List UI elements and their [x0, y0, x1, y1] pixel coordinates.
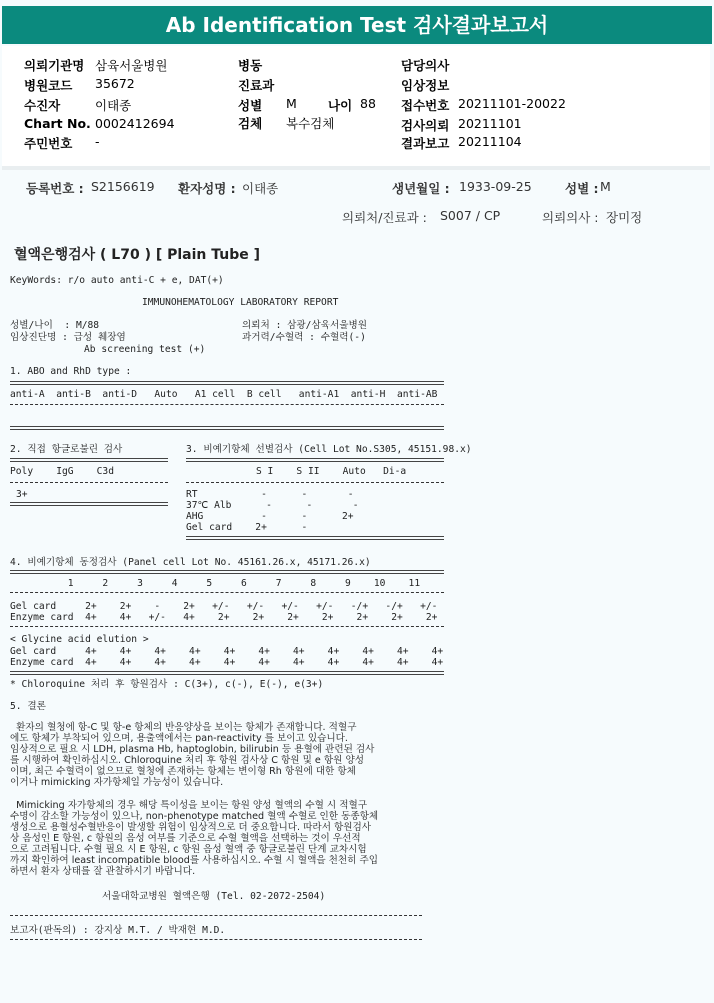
hospital-code-value: 35672	[95, 76, 135, 91]
chart-no-value: 0002412694	[95, 116, 175, 131]
specimen-value: 복수검체	[286, 116, 335, 131]
dat-value: 3+	[16, 489, 28, 500]
abo-header: anti-A anti-B anti-D Auto A1 cell B cell anti-A1 anti-H anti-AB	[10, 389, 438, 400]
resident-no-value: -	[95, 134, 100, 149]
abo-rule-mid	[10, 404, 444, 405]
panel-title: 4. 비예기항체 동정검사 (Panel cell Lot No. 45161.26.x, 45171.26.x)	[10, 557, 371, 568]
panel-header: 1 2 3 4 5 6 7 8 9 10 11	[10, 578, 421, 589]
dat-rule-mid	[10, 482, 168, 483]
screening-rule-bottom	[186, 536, 444, 540]
conclusion2-line-3: 생성으로 용혈성수혈반응이 발생할 위험이 임상적으로 더 중요합니다. 따라서 항원검사	[10, 822, 372, 833]
conclusion-line-2: 에도 항체가 부착되어 있으며, 용출액에서는 pan-reactivity 를 보이고 있습니다.	[10, 733, 348, 744]
screening-row-ahg: AHG - - 2+	[186, 511, 354, 522]
hospital-label: 의뢰기관명	[24, 58, 85, 73]
conclusion-line-4: 를 시행하여 확인하십시오. Chloroquine 처리 후 항원 검사상 C 항원 및 e 항원 양성	[10, 755, 364, 766]
age-label: 나이	[328, 98, 353, 113]
glycine-row-gel: Gel card 4+ 4+ 4+ 4+ 4+ 4+ 4+ 4+ 4+ 4+ 4+	[10, 646, 444, 657]
keywords: KeyWords: r/o auto anti-C + e, DAT(+)	[10, 275, 224, 286]
panel-row-enzyme: Enzyme card 4+ 4+ +/- 4+ 2+ 2+ 2+ 2+ 2+ 2+ 2+	[10, 612, 438, 623]
registration-field	[26, 179, 84, 197]
panel-rule-top	[10, 570, 444, 574]
conclusion-title: 5. 결론	[10, 701, 46, 712]
report-date-value: 20211104	[458, 134, 522, 149]
chart-no-label: Chart No.	[24, 116, 91, 131]
panel-rule-sep	[10, 626, 444, 627]
age-value: 88	[360, 96, 376, 111]
panel-rule-mid	[10, 592, 444, 593]
screening-rule-mid	[186, 482, 444, 483]
screening-line: Ab screening test (+)	[84, 344, 206, 355]
ward-label: 병동	[238, 58, 263, 73]
request-date-value: 20211101	[458, 116, 522, 131]
reporter-line: 보고자(판독의) : 강지상 M.T. / 박재현 M.D.	[10, 925, 226, 936]
accession-no-label: 접수번호	[401, 98, 450, 113]
section-title: 혈액은행검사 ( L70 ) [ Plain Tube ]	[14, 247, 261, 263]
header-separator	[2, 166, 710, 170]
registration-label: 등록번호 :	[26, 181, 84, 196]
attending-doctor-label: 담당의사	[401, 58, 450, 73]
registration-value: S2156619	[91, 179, 155, 194]
screening-row-gel: Gel card 2+ -	[186, 522, 308, 533]
panel-rule-bottom	[10, 671, 444, 675]
sex-label: 성별	[238, 98, 263, 113]
conclusion-line-5: 이며, 최근 수혈력이 없으므로 혈청에 존재하는 항체는 변이형 Rh 항원에 대한 항체	[10, 766, 356, 777]
department-label: 진료과	[238, 78, 275, 93]
hospital-code-label: 병원코드	[24, 78, 73, 93]
abo-rhd-title: 1. ABO and RhD type :	[10, 366, 132, 377]
dat-header: Poly IgG C3d	[10, 466, 114, 477]
screening-header: S I S II Auto Di-a	[256, 466, 407, 477]
client-line: 의뢰처 : 삼광/삼육서울병원	[242, 320, 368, 331]
conclusion2-line-7: 하면서 환자 상태를 잘 관찰하시기 바랍니다.	[10, 866, 196, 877]
dept-label: 의뢰처/진료과 :	[342, 210, 427, 225]
screening-title: 3. 비예기항체 선별검사 (Cell Lot No.S305, 45151.98.x)	[186, 444, 472, 455]
request-date-label: 검사의뢰	[401, 118, 450, 133]
dat-title: 2. 직접 항글로불린 검사	[10, 444, 123, 455]
footer-rule-bottom	[10, 939, 422, 940]
dob-label: 생년월일 :	[392, 181, 450, 196]
conclusion2-line-5: 으로 고려됩니다. 수혈 필요 시 E 항원, c 항원 음성 혈액 중 항글로불린 단계 교차시험	[10, 844, 367, 855]
conclusion2-line-1: Mimicking 자가항체의 경우 해당 특이성을 보이는 항원 양성 혈액의 수혈 시 적혈구	[10, 800, 368, 811]
screening-row-alb: 37℃ Alb - - -	[186, 500, 359, 511]
dob-value: 1933-09-25	[459, 179, 532, 194]
footer-organization: 서울대학교병원 혈액은행 (Tel. 02-2072-2504)	[102, 891, 326, 902]
patient-name-label: 환자성명 :	[178, 181, 236, 196]
report-date-label: 결과보고	[401, 136, 450, 151]
patient-label: 수진자	[24, 98, 61, 113]
sex-age-line: 성별/나이 : M/88	[10, 320, 100, 331]
conclusion-line-6: 이거나 mimicking 자가항체일 가능성이 있습니다.	[10, 777, 224, 788]
chloroquine-line: * Chloroquine 처리 후 항원검사 : C(3+), c(-), E(-), e(3+)	[10, 679, 324, 690]
footer-rule-top	[10, 915, 422, 916]
screening-row-rt: RT - - -	[186, 489, 354, 500]
patient-sex-value: M	[600, 179, 611, 194]
referring-doctor-label: 의뢰의사 :	[542, 210, 599, 225]
glycine-row-enzyme: Enzyme card 4+ 4+ 4+ 4+ 4+ 4+ 4+ 4+ 4+ 4+ 4+	[10, 657, 444, 668]
conclusion2-line-4: 상 음성인 E 항원, c 항원의 음성 여부를 기준으로 수혈 혈액을 선택하는 것이 우선적	[10, 833, 361, 844]
dept-value: S007 / CP	[440, 208, 501, 223]
resident-no-label: 주민번호	[24, 136, 73, 151]
referring-doctor-value: 장미정	[606, 210, 643, 225]
abo-rule-bottom	[10, 426, 444, 430]
abo-rule-top	[10, 381, 444, 385]
patient-sex-label: 성별 :	[565, 181, 599, 196]
history-line: 과거력/수혈력 : 수혈력(-)	[242, 332, 366, 343]
dat-rule-bottom	[10, 502, 168, 506]
conclusion2-line-2: 수명이 감소할 가능성이 있으나, non-phenotype matched 혈액 수혈로 인한 동종항체	[10, 811, 379, 822]
panel-row-gel: Gel card 2+ 2+ - 2+ +/- +/- +/- +/- -/+ -/+ +/-	[10, 601, 438, 612]
patient-value: 이태종	[95, 98, 132, 113]
clinical-info-label: 임상정보	[401, 78, 450, 93]
report-title-bar	[2, 6, 712, 44]
dat-rule-top	[10, 458, 168, 462]
diagnosis-line: 임상진단명 : 급성 췌장염	[10, 332, 126, 343]
hospital-value: 삼육서울병원	[95, 58, 168, 73]
sex-value: M	[286, 96, 297, 111]
accession-no-value: 20211101-20022	[458, 96, 566, 111]
screening-rule-top	[186, 458, 444, 462]
patient-name-value: 이태종	[242, 181, 279, 196]
glycine-title: < Glycine acid elution >	[10, 634, 149, 645]
conclusion-line-1: 환자의 혈청에 항-C 및 항-e 항체의 반응양상을 보이는 항체가 존재합니다. 적혈구	[10, 722, 357, 733]
specimen-label: 검체	[238, 116, 263, 131]
conclusion-line-3: 임상적으로 필요 시 LDH, plasma Hb, haptoglobin, bilirubin 등 용혈에 관련된 검사	[10, 744, 375, 755]
lab-report-title: IMMUNOHEMATOLOGY LABORATORY REPORT	[142, 297, 339, 308]
conclusion2-line-6: 까지 확인하여 least incompatible blood를 사용하십시오. 수혈 시 혈액을 천천히 주입	[10, 855, 379, 866]
report-title: Ab Identification Test 검사결과보고서	[165, 13, 549, 37]
